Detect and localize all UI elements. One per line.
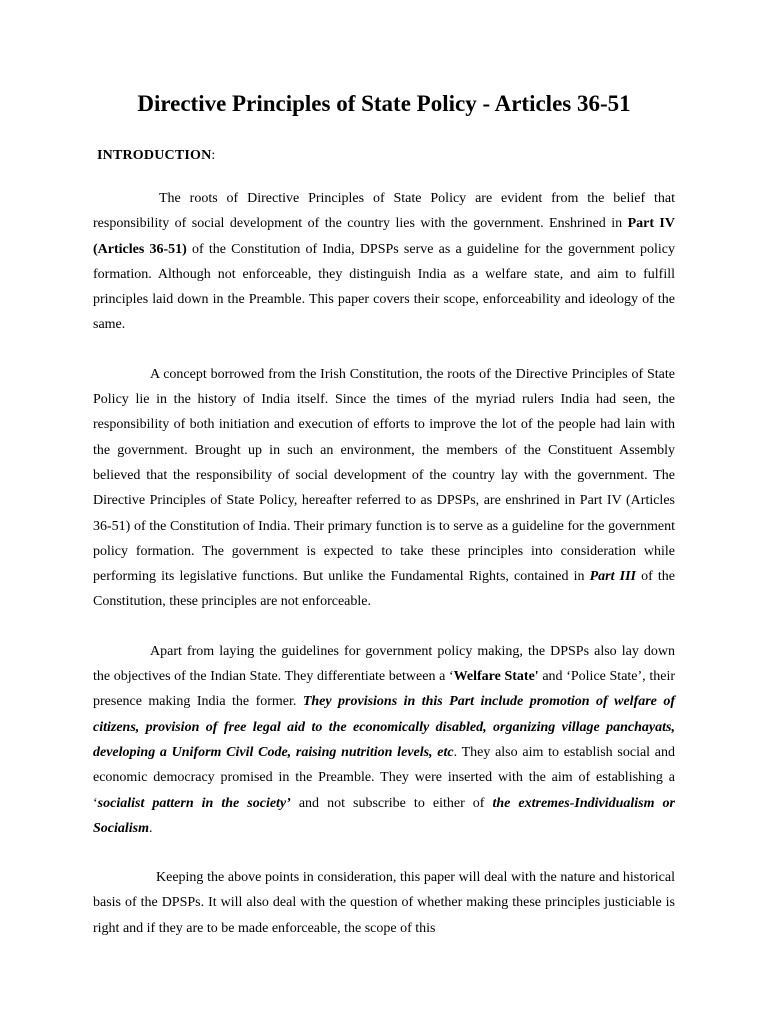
paragraph-4 (93, 865, 675, 941)
text-run: Keeping the above points in consideration, this paper will deal with the nature and historical basis of the DPSPs. It will also deal with the question of whether making these principles justiciable is right and if they are to be made enforceable, the scope of this (93, 870, 675, 936)
section-heading-colon: : (211, 148, 216, 163)
text-run: . (149, 820, 153, 836)
document-title: Directive Principles of State Policy - Articles 36-51 (137, 91, 631, 116)
text-run-bold-italic: socialist pattern in the society’ (97, 795, 291, 811)
text-run: A concept borrowed from the Irish Constitution, the roots of the Directive Principles of State Policy lie in the history of India itself. Since the times of the myriad rulers India had seen, the responsibility of both initiation and execution of efforts to improve the lot of the people had lain with the government. Brought up in such an environment, the members of the Constituent Assembly believed that the responsibility of social development of the country lay with the government. The Directive Principles of State Policy, hereafter referred to as DPSPs, are enshrined in Part IV (Articles 36-51) of the Constitution of India. Their primary function is to serve as a guideline for the government policy formation. The government is expected to take these principles into consideration while performing its legislative functions. But unlike the Fundamental Rights, contained in (93, 366, 675, 585)
paragraph-3 (93, 639, 675, 841)
section-heading-label: INTRODUCTION (97, 148, 212, 163)
text-run-bold-italic: Part III (589, 569, 636, 585)
paragraph-2 (93, 362, 675, 615)
text-run-bold-italic: They provisions in this Part include promotion of welfare of citizens, provision of free legal aid to the economically disabled, organizing village panchayats, developing a Uniform Civil Code, raising nutrition levels, etc (93, 694, 675, 760)
paragraph-1 (93, 186, 675, 338)
document-body (93, 186, 675, 965)
text-run: . They also aim to establish social and economic democracy promised in the Preamble. They were inserted with the aim of establishing a ‘ (93, 744, 676, 811)
section-heading (97, 146, 216, 166)
text-run: and not subscribe to either of (290, 795, 493, 811)
text-run: and ‘Police State’, their presence making India the former. (93, 669, 675, 710)
text-run: The roots of Directive Principles of State Policy are evident from the belief that responsibility of social development of the country lies with the government. Enshrined in (93, 191, 675, 232)
text-run: of the Constitution, these principles are not enforceable. (93, 569, 676, 610)
text-run: Apart from laying the guidelines for government policy making, the DPSPs also lay down the objectives of the Indian State. They differentiate between a ‘ (93, 643, 675, 685)
text-run-bold-italic: the extremes-Individualism or Socialism (93, 795, 675, 836)
text-run-bold: Part IV (Articles 36-51) (93, 216, 675, 257)
text-run-bold: Welfare State' (453, 669, 539, 685)
text-run: of the Constitution of India, DPSPs serve as a guideline for the government policy formation. Although not enforceable, they distinguish India as a welfare state, and aim to fulfill principles laid down in the Preamble. This paper covers their scope, enforceability and ideology of the same. (93, 241, 675, 333)
